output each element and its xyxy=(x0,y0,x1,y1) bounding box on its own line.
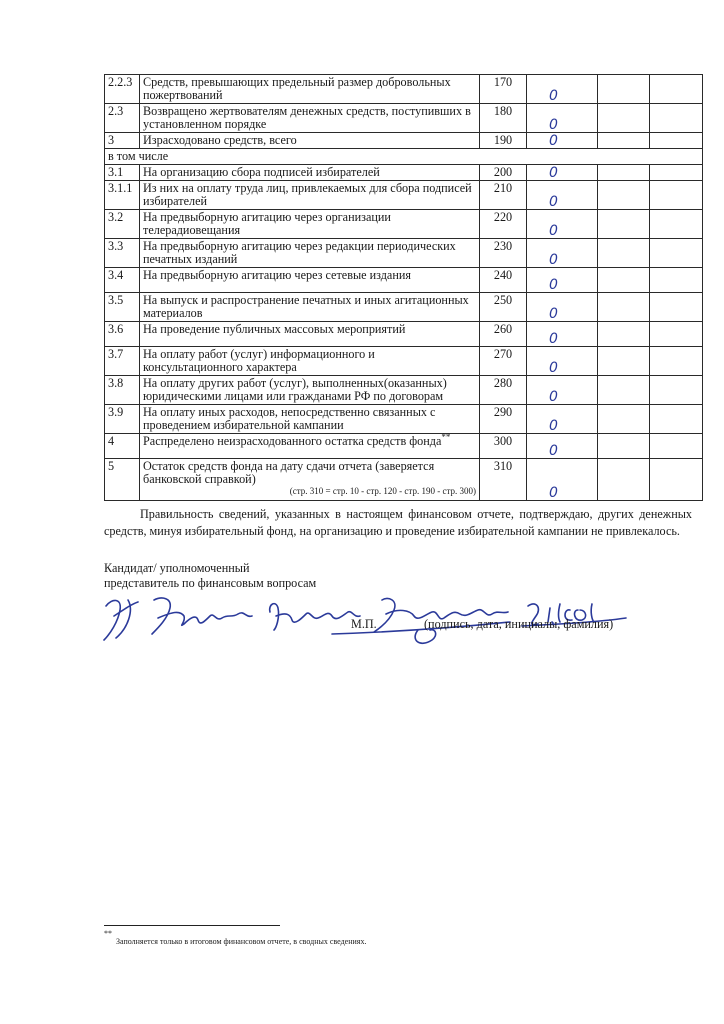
empty-cell xyxy=(598,268,650,293)
table-row xyxy=(105,434,703,459)
row-name-cell xyxy=(140,293,480,322)
row-value-cell xyxy=(527,268,598,293)
empty-cell xyxy=(650,405,703,434)
signature-caption: (подпись, дата, инициалы, фамилия) xyxy=(424,617,614,631)
empty-cell xyxy=(598,75,650,104)
footnote-ref: ** xyxy=(441,431,451,442)
row-number: 3 xyxy=(105,133,140,149)
table-row xyxy=(105,239,703,268)
empty-cell xyxy=(598,405,650,434)
row-number: 3.3 xyxy=(105,239,140,268)
table-row xyxy=(105,405,703,434)
row-name-cell xyxy=(140,133,480,149)
row-value-cell xyxy=(527,133,598,149)
row-name: На организацию сбора подписей избирателей xyxy=(143,165,380,179)
row-formula-note: (стр. 310 = стр. 10 - стр. 120 - стр. 190 - стр. 300) xyxy=(289,486,476,496)
section-label: в том числе xyxy=(105,149,703,165)
row-code: 260 xyxy=(480,322,527,347)
row-number: 3.4 xyxy=(105,268,140,293)
row-number: 3.1 xyxy=(105,165,140,181)
empty-cell xyxy=(650,434,703,459)
row-name: На предвыборную агитацию через редакции периодических печатных изданий xyxy=(143,239,456,266)
row-number: 4 xyxy=(105,434,140,459)
empty-cell xyxy=(598,347,650,376)
row-number: 3.2 xyxy=(105,210,140,239)
row-name: Средств, превышающих предельный размер добровольных пожертвований xyxy=(143,75,451,102)
table-row xyxy=(105,376,703,405)
row-number: 3.9 xyxy=(105,405,140,434)
row-name-cell xyxy=(140,210,480,239)
empty-cell xyxy=(650,293,703,322)
row-name: На оплату работ (услуг) информационного и консультационного характера xyxy=(143,347,375,374)
row-value-cell xyxy=(527,293,598,322)
row-name: На проведение публичных массовых мероприятий xyxy=(143,322,406,336)
footnote-text: Заполняется только в итоговом финансовом отчете, в сводных сведениях. xyxy=(116,937,367,946)
empty-cell xyxy=(598,459,650,501)
row-value-cell xyxy=(527,459,598,501)
row-name: На оплату иных расходов, непосредственно связанных с проведением избирательной кампании xyxy=(143,405,436,432)
row-code: 250 xyxy=(480,293,527,322)
row-name: Остаток средств фонда на дату сдачи отчета (заверяется банковской справкой) xyxy=(143,459,435,486)
table-row xyxy=(105,347,703,376)
row-name: На предвыборную агитацию через организации телерадиовещания xyxy=(143,210,391,237)
row-value-cell xyxy=(527,405,598,434)
empty-cell xyxy=(650,75,703,104)
report-table-body xyxy=(105,75,703,501)
signatory-line-2: представитель по финансовым вопросам xyxy=(104,576,317,590)
row-number: 2.2.3 xyxy=(105,75,140,104)
empty-cell xyxy=(598,293,650,322)
empty-cell xyxy=(650,239,703,268)
row-value: 0 xyxy=(549,277,558,293)
row-name-cell xyxy=(140,431,480,459)
row-value: 0 xyxy=(549,194,558,210)
row-name-cell xyxy=(140,347,480,376)
row-number: 3.8 xyxy=(105,376,140,405)
row-code: 310 xyxy=(480,459,527,501)
row-name: Возвращено жертвователям денежных средств, поступивших в установленном порядке xyxy=(143,104,471,131)
row-code: 240 xyxy=(480,268,527,293)
row-value-cell xyxy=(527,376,598,405)
row-number: 2.3 xyxy=(105,104,140,133)
row-name-cell xyxy=(140,268,480,293)
footnote-mark: ** xyxy=(104,929,112,938)
row-value: 0 xyxy=(549,306,558,322)
empty-cell xyxy=(598,104,650,133)
empty-cell xyxy=(650,322,703,347)
empty-cell xyxy=(598,133,650,149)
empty-cell xyxy=(598,210,650,239)
row-name: На предвыборную агитацию через сетевые издания xyxy=(143,268,411,282)
row-code: 210 xyxy=(480,181,527,210)
row-value-cell xyxy=(527,210,598,239)
row-name-cell xyxy=(140,322,480,347)
stamp-place-label: М.П. xyxy=(351,617,377,631)
row-name-cell xyxy=(140,376,480,405)
row-value: 0 xyxy=(549,443,558,459)
row-value: 0 xyxy=(549,360,558,376)
row-value-cell xyxy=(527,434,598,459)
row-name-cell xyxy=(140,459,480,501)
table-row xyxy=(105,322,703,347)
row-value-cell xyxy=(527,165,598,181)
table-row xyxy=(105,459,703,501)
table-row xyxy=(105,293,703,322)
table-row xyxy=(105,268,703,293)
signatory-line-1: Кандидат/ уполномоченный xyxy=(104,561,250,575)
section-row xyxy=(105,149,703,165)
empty-cell xyxy=(650,347,703,376)
empty-cell xyxy=(598,165,650,181)
row-name: Израсходовано средств, всего xyxy=(143,133,297,147)
empty-cell xyxy=(598,376,650,405)
row-value: 0 xyxy=(549,165,558,181)
signatory-block xyxy=(104,561,316,591)
confirmation-paragraph: Правильность сведений, указанных в настоящем финансовом отчете, подтверждаю, других денежных средств, минуя избирательный фонд, на организацию и проведение избирательной кампании не привлекалось. xyxy=(104,507,692,538)
empty-cell xyxy=(650,268,703,293)
row-code: 190 xyxy=(480,133,527,149)
footnote-divider xyxy=(104,925,280,926)
empty-cell xyxy=(650,459,703,501)
row-value: 0 xyxy=(549,389,558,405)
row-name-cell xyxy=(140,405,480,434)
empty-cell xyxy=(598,239,650,268)
row-value-cell xyxy=(527,322,598,347)
row-value-cell xyxy=(527,104,598,133)
row-code: 170 xyxy=(480,75,527,104)
row-value-cell xyxy=(527,347,598,376)
empty-cell xyxy=(650,181,703,210)
row-value-cell xyxy=(527,181,598,210)
row-value: 0 xyxy=(549,418,558,434)
row-value: 0 xyxy=(549,223,558,239)
empty-cell xyxy=(598,181,650,210)
table-row xyxy=(105,210,703,239)
row-number: 3.6 xyxy=(105,322,140,347)
row-value-cell xyxy=(527,239,598,268)
row-name: Из них на оплату труда лиц, привлекаемых для сбора подписей избирателей xyxy=(143,181,472,208)
financial-report-table xyxy=(104,74,703,501)
row-value: 0 xyxy=(549,331,558,347)
empty-cell xyxy=(598,322,650,347)
row-number: 3.7 xyxy=(105,347,140,376)
row-name: На оплату других работ (услуг), выполненных(оказанных) юридическими лицами или гражданами РФ по договорам xyxy=(143,376,447,403)
row-value: 0 xyxy=(549,117,558,133)
empty-cell xyxy=(650,210,703,239)
row-code: 280 xyxy=(480,376,527,405)
table-row xyxy=(105,181,703,210)
row-value: 0 xyxy=(549,133,558,149)
row-value: 0 xyxy=(549,88,558,104)
empty-cell xyxy=(650,376,703,405)
row-name-cell xyxy=(140,239,480,268)
empty-cell xyxy=(650,133,703,149)
row-number: 3.5 xyxy=(105,293,140,322)
row-number: 5 xyxy=(105,459,140,501)
empty-cell xyxy=(598,434,650,459)
row-name-cell xyxy=(140,181,480,210)
row-name-cell xyxy=(140,75,480,104)
row-name-cell xyxy=(140,165,480,181)
row-code: 200 xyxy=(480,165,527,181)
row-number: 3.1.1 xyxy=(105,181,140,210)
row-code: 230 xyxy=(480,239,527,268)
row-code: 180 xyxy=(480,104,527,133)
row-code: 300 xyxy=(480,434,527,459)
row-code: 270 xyxy=(480,347,527,376)
row-name: На выпуск и распространение печатных и иных агитационных материалов xyxy=(143,293,469,320)
row-name: Распределено неизрасходованного остатка средств фонда xyxy=(143,434,442,448)
row-code: 290 xyxy=(480,405,527,434)
empty-cell xyxy=(650,104,703,133)
empty-cell xyxy=(650,165,703,181)
table-row xyxy=(105,104,703,133)
row-name-cell xyxy=(140,104,480,133)
row-value-cell xyxy=(527,75,598,104)
row-value: 0 xyxy=(549,485,558,501)
row-code: 220 xyxy=(480,210,527,239)
table-row xyxy=(105,75,703,104)
row-value: 0 xyxy=(549,252,558,268)
table-row xyxy=(105,165,703,181)
table-row xyxy=(105,133,703,149)
